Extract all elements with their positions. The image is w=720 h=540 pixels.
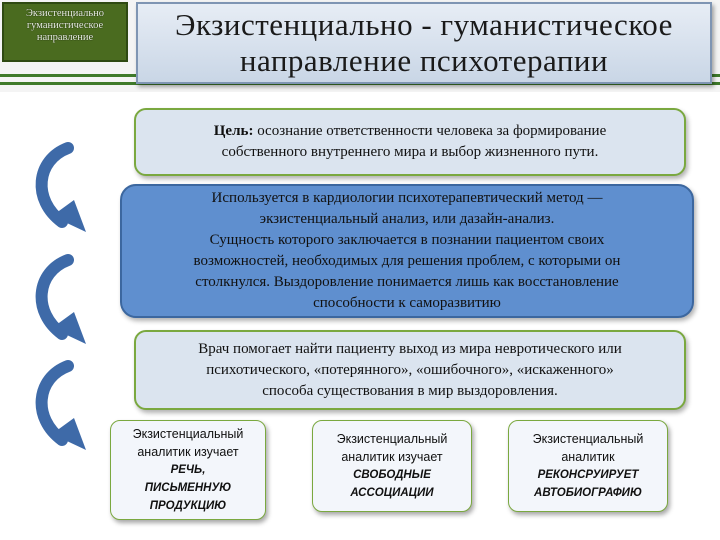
card-emphasis: РЕКОНСРУИРУЕТ [537,469,639,481]
card-line: Экзистенциальный [532,432,644,446]
curved-arrow-icon [28,358,108,458]
goal-text: осознание ответственности человека за формирование [253,123,607,139]
corner-tab-line: направление [36,32,94,43]
card-line: аналитик [561,450,615,464]
card-line: Экзистенциальный [336,432,448,446]
curved-arrow-icon [28,140,108,240]
card-emphasis: ПРОДУКЦИЮ [149,500,227,512]
doctor-line: Врач помогает найти пациенту выход из мира невротического или [198,340,622,357]
doctor-line: способа существования в мир выздоровления. [262,382,558,399]
corner-tab [2,2,128,62]
method-line: столкнулся. Выздоровление понимается лишь как восстановление [195,274,619,290]
analyst-card-speech [110,420,266,520]
method-line: возможностей, необходимых для решения проблем, с которыми он [193,253,621,269]
title-line: направление психотерапии [239,43,609,78]
corner-tab-line: Экзистенциально [25,8,105,19]
goal-text: собственного внутреннего мира и выбор жизненного пути. [221,144,599,160]
title-line: Экзистенциально - гуманистическое [175,7,673,42]
card-line: аналитик изучает [341,450,443,464]
card-line: аналитик изучает [137,445,239,459]
doctor-line: психотического, «потерянного», «ошибочного», «искаженного» [206,361,614,378]
card-emphasis: РЕЧЬ, [170,464,206,476]
card-line: Экзистенциальный [132,427,244,441]
doctor-panel [134,330,686,410]
method-line: способности к саморазвитию [313,295,501,311]
analyst-card-biography [508,420,668,512]
analyst-card-associations [312,420,472,512]
card-emphasis: АССОЦИАЦИИ [350,487,434,499]
method-line: Используется в кардиологии психотерапевтический метод — [211,190,603,206]
card-emphasis: АВТОБИОГРАФИЮ [534,487,642,499]
method-line: Сущность которого заключается в познании пациентом своих [209,232,605,248]
card-emphasis: ПИСЬМЕННУЮ [144,482,232,494]
method-line: экзистенциальный анализ, или дазайн-анализ. [259,211,555,227]
goal-panel [134,108,686,176]
slide-title [136,2,712,84]
curved-arrow-icon [28,252,108,352]
goal-label: Цель: [213,123,254,139]
method-panel [120,184,694,318]
card-emphasis: СВОБОДНЫЕ [353,469,431,481]
corner-tab-line: гуманистическое [26,20,104,31]
